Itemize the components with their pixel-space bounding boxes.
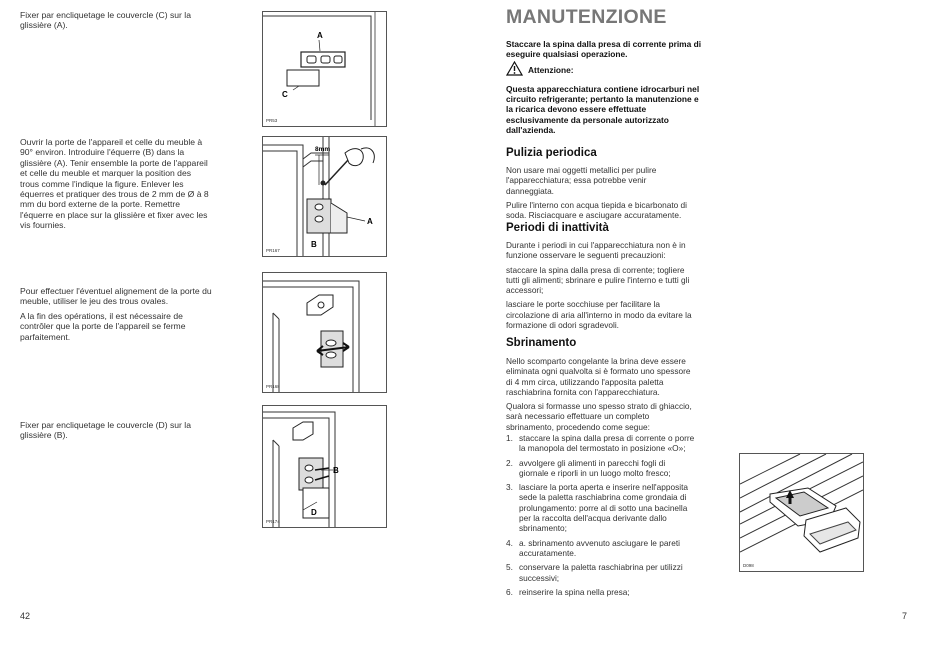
paragraph: Pour effectuer l'éventuel alignement de la porte du meuble, utiliser le jeu des trous ovales.	[20, 286, 212, 307]
figure-oval-holes	[262, 272, 387, 393]
paragraph: Nello scomparto congelante la brina deve essere eliminata ogni qualvolta si è formato uno spessore di 4 mm circa, utilizzando l'apposita paletta raschiabrina fornita con l'apparecchiatura.	[506, 356, 691, 397]
label-a: A	[367, 217, 373, 226]
page-number-right: 7	[902, 611, 908, 621]
paragraph: Fixer par encliquetage le couvercle (D) sur la glissière (B).	[20, 420, 191, 441]
page-number-left: 42	[20, 611, 31, 621]
paragraph: Pulire l'interno con acqua tiepida e bicarbonato di soda. Risciacquare e asciugare accuratamente.	[506, 199, 688, 221]
defrost-steps	[506, 433, 696, 601]
left-text-2	[20, 137, 212, 235]
list-item	[506, 482, 696, 533]
paragraph: Non usare mai oggetti metallici per pulire l'apparecchiatura; essa potrebbe venir danneggiata.	[506, 165, 657, 196]
left-text-1	[20, 10, 198, 35]
paragraph: Qualora si formasse uno spesso strato di ghiaccio, sarà necessario effettuare un completo sbrinamento, procedendo come segue:	[506, 401, 692, 432]
section-sbrinamento	[506, 356, 696, 436]
section-pulizia	[506, 165, 696, 224]
label-a: A	[317, 31, 323, 40]
warning-triangle-icon	[506, 61, 523, 76]
step-text: staccare la spina dalla presa di corrente o porre la manopola del termostato in posizione «O»;	[519, 433, 695, 454]
figure-code: D098	[743, 563, 754, 568]
attention-text: Questa apparecchiatura contiene idrocarburi nel circuito refrigerante; pertanto la manutenzione e la ricarica devono essere effettuate esclusivamente da personale autorizzato dall'azienda.	[506, 84, 700, 135]
figure-slide-cover-d	[262, 405, 387, 528]
list-item	[506, 458, 696, 479]
heading-inattivita: Periodi di inattività	[506, 222, 609, 234]
step-text: a. sbrinamento avvenuto asciugare le pareti accuratamente.	[519, 537, 680, 558]
step-text: conservare la paletta raschiabrina per utilizzi successivi;	[519, 562, 683, 583]
section-inattivita	[506, 240, 696, 334]
figure-drawing	[740, 454, 863, 571]
warning-intro: Staccare la spina dalla presa di corrente prima di eseguire qualsiasi operazione.	[506, 39, 702, 60]
label-c: C	[282, 90, 288, 99]
step-number: 3.	[506, 482, 513, 493]
paragraph: lasciare le porte socchiuse per facilitare la circolazione di aria all'interno in modo da evitare la formazione di odori sgradevoli.	[506, 299, 692, 331]
step-text: reinserire la spina nella presa;	[519, 586, 630, 597]
attention-row	[506, 61, 702, 79]
left-text-3	[20, 286, 212, 346]
page-title: MANUTENZIONE	[506, 6, 667, 28]
list-item	[506, 562, 696, 583]
figure-code: PR168	[266, 384, 280, 389]
paragraph: Ouvrir la porte de l'appareil et celle du meuble à 90° environ. Introduire l'équerre (B) dans la glissière (A). Tenir ensemble la porte de l'appareil et celle du meuble et marquer la position des trous comme l'indique la figure. Enlever les équerres et pratiquer des trous de 2 mm de Ø à 8 mm du bord externe de la porte. Remettre l'équerre en place sur la glissière et fixer avec les vis fournies.	[20, 137, 209, 231]
figure-drawing	[263, 273, 386, 392]
figure-code: PR53	[266, 118, 278, 123]
figure-code: PR167	[266, 248, 280, 253]
heading-sbrinamento: Sbrinamento	[506, 337, 577, 349]
label-b: B	[311, 240, 317, 249]
step-text: lasciare la porta aperta e inserire nell'apposita sede la paletta raschiabrina come grondaia di prolungamento: porre al di sotto una bacinella per la raccolta dell'acqua derivante dallo sbrinamento;	[519, 482, 689, 534]
step-number: 5.	[506, 562, 513, 573]
list-item	[506, 433, 696, 454]
step-number: 1.	[506, 433, 513, 443]
figure-scraper	[739, 453, 864, 572]
step-number: 2.	[506, 457, 513, 468]
heading-pulizia: Pulizia periodica	[506, 147, 597, 159]
figure-bracket-b	[262, 136, 387, 257]
step-number: 4.	[506, 537, 513, 548]
step-text: avvolgere gli alimenti in parecchi fogli di giornale e riporli in un luogo molto fresco;	[519, 457, 671, 478]
step-number: 6.	[506, 586, 513, 597]
paragraph: Fixer par encliquetage le couvercle (C) sur la glissière (A).	[20, 10, 191, 31]
label-dim: 8mm	[315, 146, 331, 153]
attention-label: Attenzione:	[528, 65, 574, 75]
paragraph: Durante i periodi in cui l'apparecchiatura non è in funzione osservare le seguenti precauzioni:	[506, 240, 686, 261]
figure-drawing	[263, 12, 386, 126]
figure-drawing	[263, 137, 386, 256]
label-d: D	[311, 508, 317, 517]
label-b: B	[333, 466, 339, 475]
paragraph: staccare la spina dalla presa di corrente; togliere tutti gli alimenti; sbrinare e pulire l'interno e tutti gli accessori;	[506, 264, 690, 296]
paragraph: A la fin des opérations, il est nécessaire de contrôler que la porte de l'appareil se ferme parfaitement.	[20, 310, 186, 342]
figure-code: PR174	[266, 519, 280, 524]
list-item	[506, 587, 696, 597]
figure-drawing	[263, 406, 386, 527]
figure-slide-cover-c	[262, 11, 387, 127]
left-text-4	[20, 420, 198, 445]
list-item	[506, 538, 696, 559]
